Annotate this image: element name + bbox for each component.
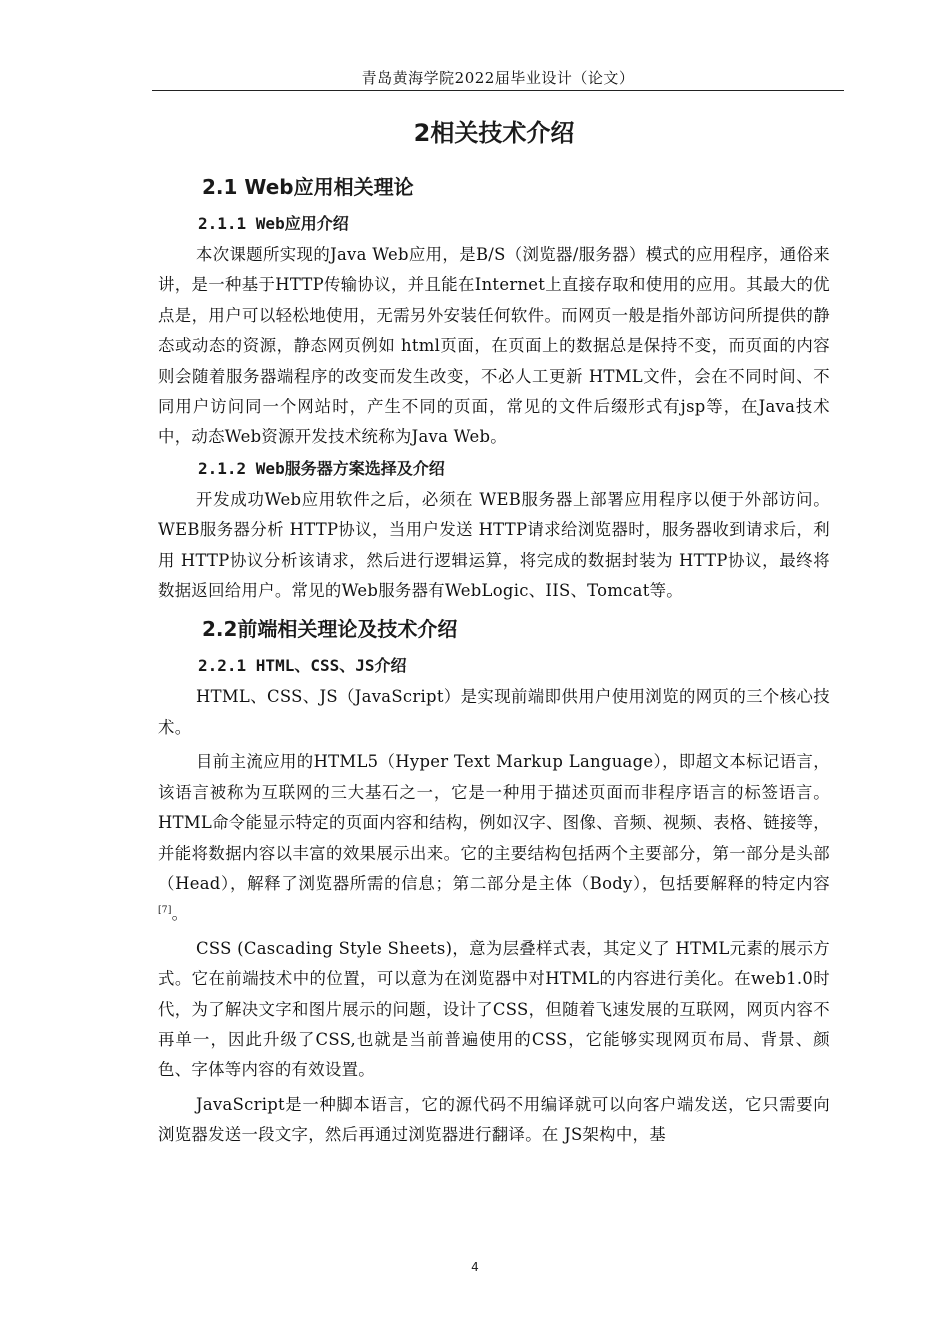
running-header: 青岛黄海学院2022届毕业设计（论文） [152,66,844,91]
subsection-title-2-2-1: 2.2.1 HTML、CSS、JS介绍 [198,656,407,676]
paragraph-css: CSS (Cascading Style Sheets)，意为层叠样式表，其定义了 HTML元素的展示方式。它在前端技术中的位置，可以意为在浏览器中对HTML的内容进行美化。在web1.0时代，为了解决文字和图片展示的问题，设计了CSS，但随着飞速发展的互联网，网页内容不再单一，因此升级了CSS,也就是当前普遍使用的CSS，它能够实现网页布局、背景、颜色、字体等内容的有效设置。 [158,938,830,1080]
citation-7: [7] [158,905,172,916]
paragraph-web-app-intro: 本次课题所实现的Java Web应用，是B/S（浏览器/服务器）模式的应用程序，通俗来讲，是一种基于HTTP传输协议，并且能在Internet上直接存取和使用的应用。其最大的优点是，用户可以轻松地使用，无需另外安装任何软件。而网页一般是指外部访问所提供的静态或动态的资源，静态网页例如 html页面，在页面上的数据总是保持不变，而页面的内容则会随着服务器端程序的改变而发生改变，不必人工更新 HTML文件，会在不同时间、不同用户访问同一个网站时，产生不同的页面，常见的文件后缀形式有jsp等，在Java技术中，动态Web资源开发技术统称为Java Web。 [158,245,830,447]
paragraph-frontend-core: HTML、CSS、JS（JavaScript）是实现前端即供用户使用浏览的网页的三个核心技术。 [158,687,830,737]
page-body [158,108,830,1151]
paragraph-javascript: JavaScript是一种脚本语言，它的源代码不用编译就可以向客户端发送，它只需要向浏览器发送一段文字，然后再通过浏览器进行翻译。在 JS架构中，基 [158,1094,830,1145]
subsection-title-2-1-1: 2.1.1 Web应用介绍 [198,214,349,233]
paragraph-web-server: 开发成功Web应用软件之后，必须在 WEB服务器上部署应用程序以便于外部访问。WEB服务器分析 HTTP协议，当用户发送 HTTP请求给浏览器时，服务器收到请求后，利用 HTTP协议分析该请求，然后进行逻辑运算，将完成的数据封装为 HTTP协议，最终将数据返回给用户。常见的Web服务器有WebLogic、IIS、Tomcat等。 [158,489,830,601]
subsection-title-2-1-2: 2.1.2 Web服务器方案选择及介绍 [198,458,445,478]
section-title-2-1: 2.1 Web应用相关理论 [202,175,414,199]
page-number: 4 [471,1260,479,1274]
paragraph-html-end: 。 [171,904,189,924]
paragraph-html-text: 目前主流应用的HTML5（Hyper Text Markup Language），即超文本标记语言，该语言被称为互联网的三大基石之一，它是一种用于描述页面而非程序语言的标签语言。HTML命令能显示特定的页面内容和结构，例如汉字、图像、音频、视频、表格、链接等，并能将数据内容以丰富的效果展示出来。它的主要结构包括两个主要部分，第一部分是头部（Head），解释了浏览器所需的信息；第二部分是主体（Body），包括要解释的特定内容 [158,752,830,893]
section-title-2-2: 2.2前端相关理论及技术介绍 [202,617,458,642]
chapter-title: 2相关技术介绍 [413,119,575,147]
paragraph-html [158,747,830,929]
